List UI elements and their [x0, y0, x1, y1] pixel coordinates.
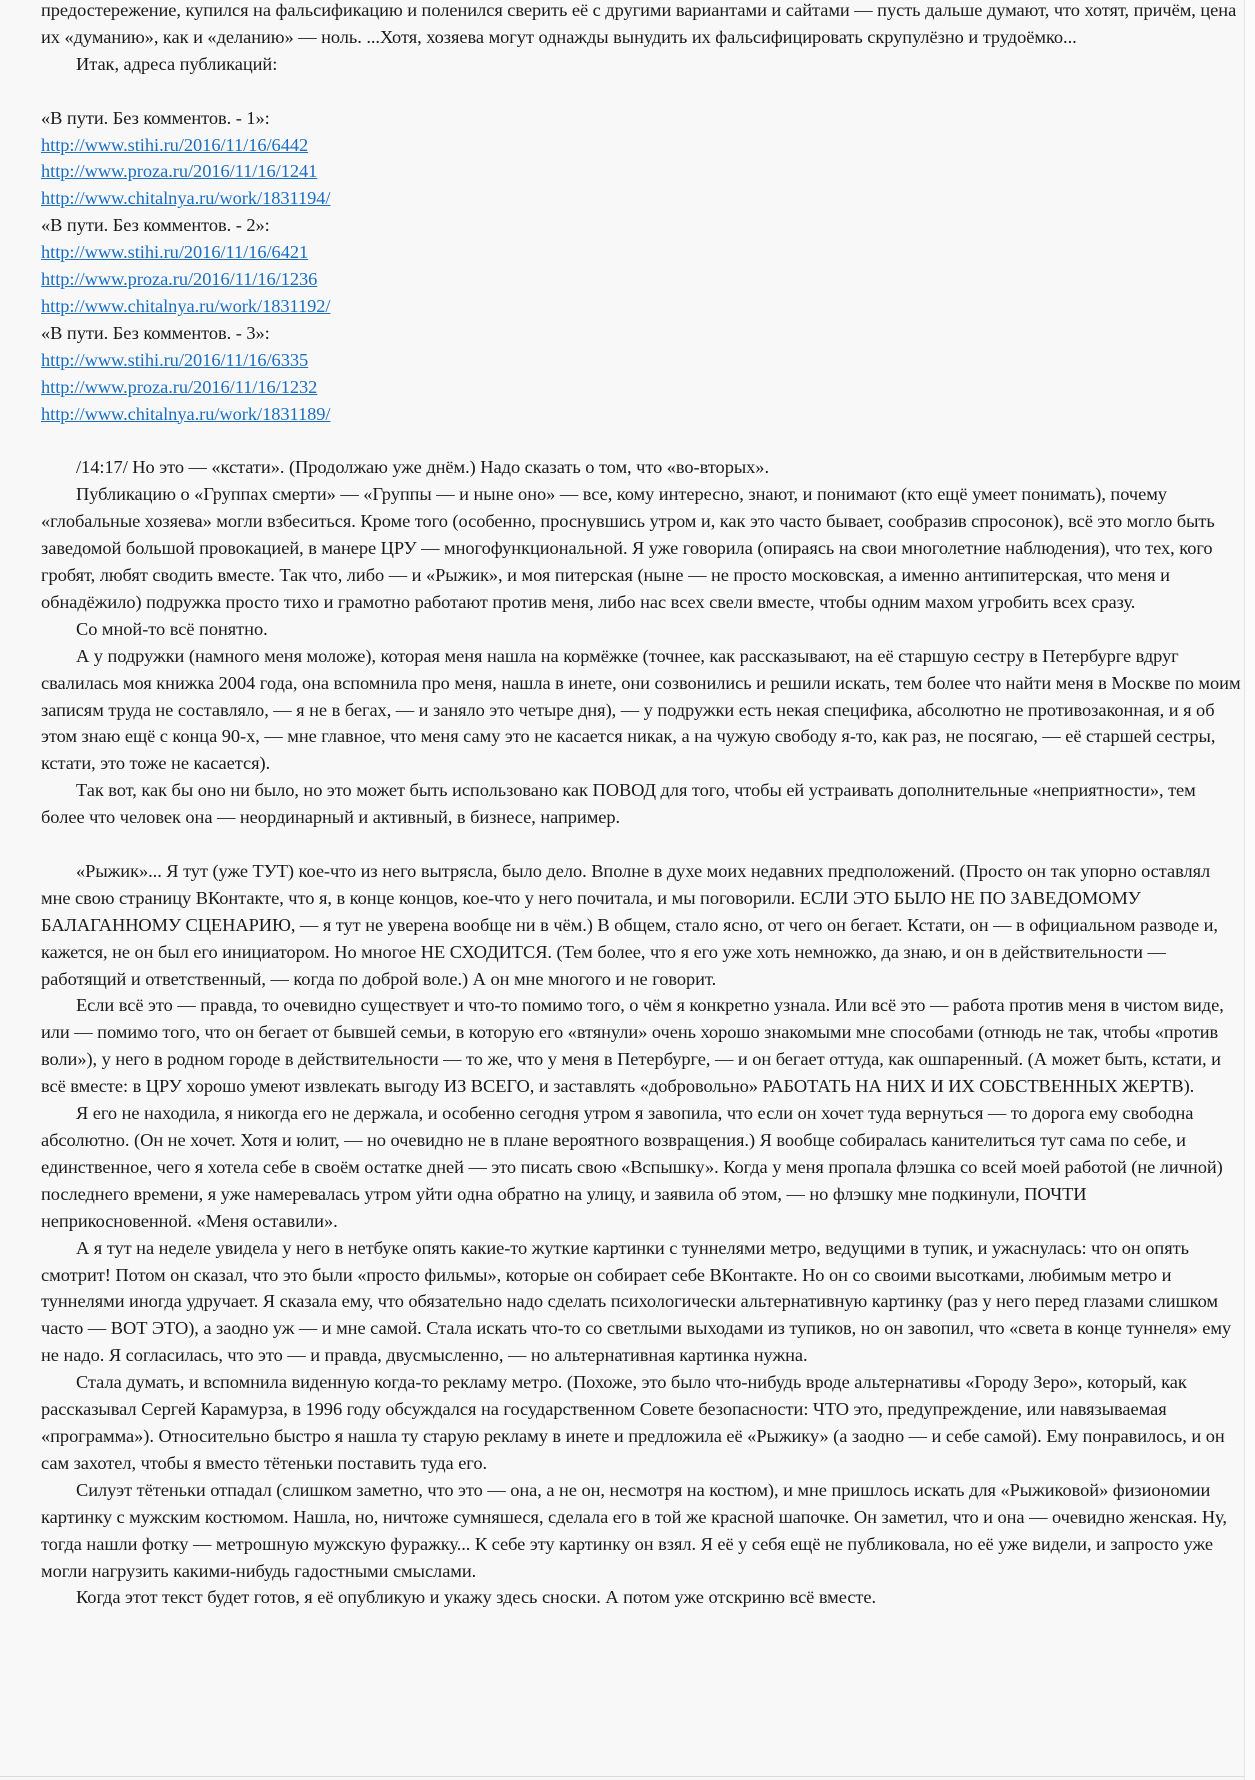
section-second	[41, 454, 1241, 831]
paragraph: Со мной-то всё понятно.	[76, 618, 268, 639]
paragraph: Силуэт тётеньки отпадал (слишком заметно, что это — она, а не он, несмотря на костюм), и мне пришлось искать для «Рыжиковой» физиономии картинку с мужским костюмом. Нашла, но, ничтоже сумняшеся, сделала его в той же красной шапочке. Он заметил, что и она — очевидно женская. Ну, тогда нашли фотку — метрошную мужскую фуражку... К себе эту картинку он взял. Я её у себя ещё не публиковала, но её уже видели, и запросто уже могли нагрузить какими-нибудь гадостными смыслами.	[41, 1479, 1227, 1581]
paragraph: Я его не находила, я никогда его не держала, и особенно сегодня утром я завопила, что если он хочет туда вернуться — то дорога ему свободна абсолютно. (Он не хочет. Хотя и юлит, — но очевидно не в плане вероятного возвращения.) Я вообще собиралась канителиться тут сама по себе, и единственное, чего я хотела себе в своём остатке дней — это писать свою «Вспышку». Когда у меня пропала флэшка со всей моей работой (не личной) последнего времени, я уже намеревалась утром уйти одна обратно на улицу, и заявила об этом, — но флэшку мне подкинули, ПОЧТИ неприкосновенной. «Меня оставили».	[41, 1103, 1223, 1231]
publication-group	[41, 320, 1241, 428]
publication-link[interactable]: http://www.chitalnya.ru/work/1831194/	[41, 188, 331, 209]
paragraph: А я тут на неделе увидела у него в нетбуке опять какие-то жуткие картинки с туннелями метро, ведущими в тупик, и ужаснулась: что он опять смотрит! Потом он сказал, что это были «просто фильмы», которые он собирает себе ВКонтакте. Но он со своими высотками, любимым метро и туннелями иногда удручает. Я сказала ему, что обязательно надо сделать психологически альтернативную картинку (раз у него перед глазами слишком часто — ВОТ ЭТО), а заодно уж — и мне самой. Стала искать что-то со светлыми выходами из тупиков, но он завопил, что «света в конце туннеля» ему не надо. Я согласилась, что это — и правда, двусмысленно, — но альтернативная картинка нужна.	[41, 1237, 1232, 1366]
paragraph: Когда этот текст будет готов, я её опубликую и укажу здесь сноски. А потом уже отскриню всё вместе.	[76, 1587, 877, 1608]
article-body	[41, 0, 1241, 1611]
publication-link[interactable]: http://www.chitalnya.ru/work/1831189/	[41, 403, 331, 424]
paragraph: Публикацию о «Группах смерти» — «Группы — и ныне оно» — все, кому интересно, знают, и понимают (кто ещё умеет понимать), почему «глобальные хозяева» могли взбеситься. Кроме того (особенно, проснувшись утром и, как это часто бывает, сообразив спросонок), всё это могло быть заведомой большой провокацией, в манере ЦРУ — многофункциональной. Я уже говорила (опираясь на свои многолетние наблюдения), что тех, кого гробят, любят сводить вместе. Так что, либо — и «Рыжик», и моя питерская (ныне — не просто московская, а именно антипитерская, что меня и обнадёжило) подружка просто тихо и грамотно работают против меня, либо нас всех свели вместе, чтобы одним махом угробить всех сразу.	[41, 484, 1215, 612]
publication-list	[41, 105, 1241, 428]
paragraph: Так вот, как бы оно ни было, но это может быть использовано как ПОВОД для того, чтобы ей устраивать дополнительные «неприятности», тем более что человек она — неординарный и активный, в бизнесе, например.	[41, 780, 1196, 828]
publication-title: «В пути. Без комментов. - 3»:	[41, 322, 270, 343]
spacer	[41, 831, 1241, 858]
paragraph: Стала думать, и вспомнила виденную когда-то рекламу метро. (Похоже, это было что-нибудь вроде альтернативы «Городу Зеро», который, как рассказывал Сергей Карамурза, в 1996 году обсуждался на государственном Совете безопасности: ЧТО это, предупреждение, или навязываемая «программа»). Относительно быстро я нашла ту старую рекламу в инете и предложила её «Рыжику» (а заодно — и себе самой). Ему понравилось, и он сам захотел, чтобы я вместо тётеньки поставить туда его.	[41, 1372, 1225, 1473]
paragraph: Если всё это — правда, то очевидно существует и что-то помимо того, о чём я конкретно узнала. Или всё это — работа против меня в чистом виде, или — помимо того, что он бегает от бывшей семьи, в которую его «втянули» очень хорошо знакомыми мне способами (отнюдь не так, чтобы «против воли»), у него в родном городе в действительности — то же, что у меня в Петербурге, — и он бегает оттуда, как ошпаренный. (А может быть, кстати, и всё вместе: в ЦРУ хорошо умеют извлекать выгоду ИЗ ВСЕГО, и заставлять «добровольно» РАБОТАТЬ НА НИХ И ИХ СОБСТВЕННЫХ ЖЕРТВ).	[41, 995, 1224, 1097]
publication-title: «В пути. Без комментов. - 1»:	[41, 107, 270, 128]
section-third	[41, 858, 1241, 1611]
scrollbar[interactable]	[1244, 0, 1255, 1780]
publication-title: «В пути. Без комментов. - 2»:	[41, 215, 270, 236]
paragraph-addresses-intro: Итак, адреса публикаций:	[76, 53, 278, 74]
spacer	[41, 78, 1241, 105]
paragraph: /14:17/ Но это — «кстати». (Продолжаю уже днём.) Надо сказать о том, что «во-вторых».	[76, 457, 769, 478]
paragraph: А у подружки (намного меня моложе), которая меня нашла на кормёжке (точнее, как рассказывают, на её старшую сестру в Петербурге вдруг свалилась моя книжка 2004 года, она вспомнила про меня, нашла в инете, они созвонились и решили искать, тем более что найти меня в Москве по моим записям труда не составляло, — я не в бегах, — и заняло это четыре дня), — у подружки есть некая специфика, абсолютно не противозаконная, и я об этом знаю ещё с конца 90-х, — мне главное, что меня саму это не касается никак, а на чужую свободу я-то, как раз, не посягаю, — её старшей сестры, кстати, это тоже не касается).	[41, 645, 1241, 774]
paragraph-intro-tail: предостережение, купился на фальсификацию и поленился сверить её с другими вариантами и сайтами — пусть дальше думают, что хотят, причём, цена их «думанию», как и «деланию» — ноль. ...Хотя, хозяева могут однажды вынудить их фальсифицировать скрупулёзно и трудоёмко...	[41, 0, 1237, 47]
publication-group	[41, 212, 1241, 320]
spacer	[41, 427, 1241, 454]
publication-link[interactable]: http://www.stihi.ru/2016/11/16/6421	[41, 242, 309, 263]
publication-link[interactable]: http://www.stihi.ru/2016/11/16/6335	[41, 349, 309, 370]
publication-link[interactable]: http://www.stihi.ru/2016/11/16/6442	[41, 134, 309, 155]
publication-link[interactable]: http://www.proza.ru/2016/11/16/1236	[41, 269, 318, 290]
publication-link[interactable]: http://www.proza.ru/2016/11/16/1232	[41, 376, 318, 397]
paragraph: «Рыжик»... Я тут (уже ТУТ) кое-что из него вытрясла, было дело. Вполне в духе моих недавних предположений. (Просто он так упорно оставлял мне свою страницу ВКонтакте, что я, в конце концов, кое-что у него почитала, и мы поговорили. ЕСЛИ ЭТО БЫЛО НЕ ПО ЗАВЕДОМОМУ БАЛАГАННОМУ СЦЕНАРИЮ, — я тут не уверена вообще ни в чём.) В общем, стало ясно, от чего он бегает. Кстати, он — в официальном разводе и, кажется, не он был его инициатором. Но многое НЕ СХОДИТСЯ. (Тем более, что я его уже хоть немножко, да знаю, и он в действительности — работящий и ответственный, — когда по доброй воле.) А он мне многого и не говорит.	[41, 860, 1218, 989]
publication-link[interactable]: http://www.proza.ru/2016/11/16/1241	[41, 161, 318, 182]
publication-link[interactable]: http://www.chitalnya.ru/work/1831192/	[41, 295, 331, 316]
publication-group	[41, 105, 1241, 213]
